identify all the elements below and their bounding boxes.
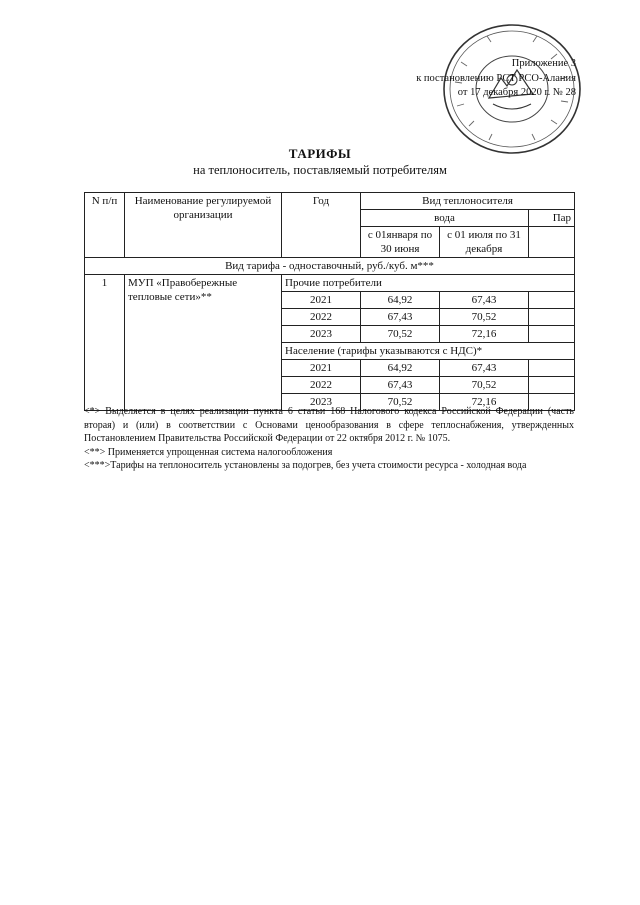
group-other-consumers: Прочие потребители <box>282 275 575 292</box>
steam-cell <box>529 309 575 326</box>
footnotes <box>84 405 574 473</box>
document-header <box>416 57 576 101</box>
steam-cell <box>529 377 575 394</box>
tariff-second-half: 67,43 <box>440 292 529 309</box>
year-cell: 2022 <box>282 377 361 394</box>
header-carrier-type: Вид теплоносителя <box>361 193 575 210</box>
document-subtitle: на теплоноситель, поставляемый потребителям <box>193 163 447 177</box>
steam-cell <box>529 360 575 377</box>
appendix-label: Приложение 3 <box>511 58 576 69</box>
tariff-type-row: Вид тарифа - одноставочный, руб./куб. м*** <box>85 258 575 275</box>
year-cell: 2022 <box>282 309 361 326</box>
tariff-first-half: 64,92 <box>361 360 440 377</box>
year-cell: 2021 <box>282 360 361 377</box>
tariffs-table <box>84 192 575 411</box>
year-cell: 2021 <box>282 292 361 309</box>
tariff-first-half: 67,43 <box>361 309 440 326</box>
year-cell: 2023 <box>282 394 361 411</box>
footnote-vat: <*> Выделяется в целях реализации пункта 6 статьи 168 Налогового кодекса Российской Федерации (часть вторая) и (или) в соответствии с Основами ценообразования в сфере теплоснабжения, утвержденных Постановлением Правительства Российской Федерации от 22 октября 2012 г. № 1075. <box>84 406 574 444</box>
steam-cell <box>529 326 575 343</box>
year-cell: 2023 <box>282 326 361 343</box>
steam-cell <box>529 292 575 309</box>
tariff-second-half: 70,52 <box>440 377 529 394</box>
tariff-second-half: 72,16 <box>440 326 529 343</box>
tariff-second-half: 72,16 <box>440 394 529 411</box>
header-steam-empty <box>529 227 575 258</box>
footnote-heating-note: <***>Тарифы на теплоноситель установлены за подогрев, без учета стоимости ресурса - холодная вода <box>84 460 527 471</box>
group-population: Население (тарифы указываются с НДС)* <box>282 343 575 360</box>
header-period-first-half: с 01января по 30 июня <box>361 227 440 258</box>
tariff-second-half: 70,52 <box>440 309 529 326</box>
header-steam: Пар <box>529 210 575 227</box>
header-period-second-half: с 01 июля по 31 декабря <box>440 227 529 258</box>
resolution-date-number: от 17 декабря 2020 г. № 28 <box>457 87 576 98</box>
tariff-second-half: 67,43 <box>440 360 529 377</box>
header-year: Год <box>282 193 361 258</box>
resolution-reference: к постановлению РСТ РСО-Алания <box>416 72 576 84</box>
organization-name-cell: МУП «Правобережные тепловые сети»** <box>125 275 282 411</box>
tariff-first-half: 70,52 <box>361 394 440 411</box>
header-organization: Наименование регулируемой организации <box>125 193 282 258</box>
tariff-first-half: 70,52 <box>361 326 440 343</box>
document-title: ТАРИФЫ <box>288 146 352 161</box>
header-row-number: N п/п <box>85 193 125 258</box>
row-number-cell: 1 <box>85 275 125 411</box>
tariff-first-half: 64,92 <box>361 292 440 309</box>
tariff-first-half: 67,43 <box>361 377 440 394</box>
footnote-simplified-tax: <**> Применяется упрощенная система налогообложения <box>84 446 333 458</box>
header-water: вода <box>361 210 529 227</box>
